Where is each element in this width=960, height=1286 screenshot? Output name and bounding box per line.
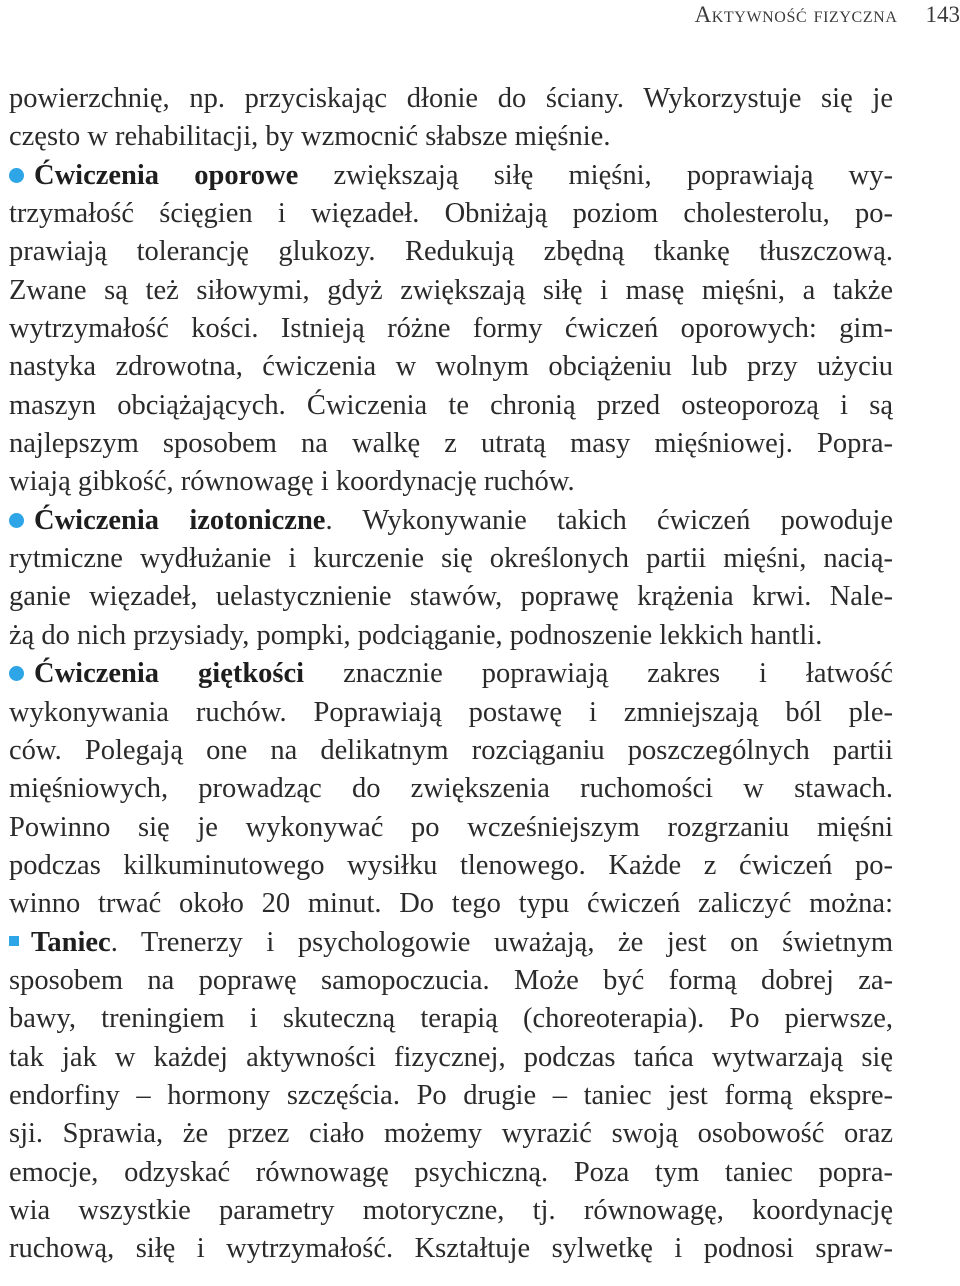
bullet-square-icon <box>9 936 19 946</box>
text-line <box>9 463 893 501</box>
text-line <box>9 1039 893 1077</box>
bullet-list-item-line <box>9 655 893 693</box>
line-text: najlepszym sposobem na walkę z utratą masy mięśniowej. Popra- <box>9 428 893 460</box>
line-text: wiają gibkość, równowagę i koordynację ruchów. <box>9 466 575 498</box>
text-line <box>9 770 893 808</box>
line-text: ganie więzadeł, uelastycznienie stawów, poprawę krążenia krwi. Nale- <box>9 581 893 613</box>
line-text: prawiają tolerancję glukozy. Redukują zbędną tkankę tłuszczową. <box>9 236 893 268</box>
text-line <box>9 578 893 616</box>
line-text: wykonywania ruchów. Poprawiają postawę i zmniejszają ból ple- <box>9 696 893 728</box>
line-text: winno trwać około 20 minut. Do tego typu ćwiczeń zaliczyć można: <box>9 888 893 920</box>
line-text: endorfiny – hormony szczęścia. Po drugie – taniec jest formą ekspre- <box>9 1079 893 1111</box>
text-line <box>9 310 893 348</box>
line-text: bawy, treningiem i skuteczną terapią (choreoterapia). Po pierwsze, <box>9 1003 893 1035</box>
text-line <box>9 809 893 847</box>
line-text: trzymałość ścięgien i więzadeł. Obniżają poziom cholesterolu, po- <box>9 198 893 230</box>
line-text: Powinno się je wykonywać po wcześniejszym rozgrzaniu mięśni <box>9 811 893 843</box>
line-text: Zwane są też siłowymi, gdyż zwiększają siłę i masę mięśni, a także <box>9 274 893 306</box>
text-line <box>9 617 893 655</box>
body-text <box>9 80 893 1269</box>
text-line <box>9 732 893 770</box>
text-line <box>9 1154 893 1192</box>
text-line <box>9 962 893 1000</box>
page-number: 143 <box>925 2 960 27</box>
line-text: wia wszystkie parametry motoryczne, tj. równowagę, koordynację <box>9 1194 893 1226</box>
text-line <box>9 1000 893 1038</box>
text-line <box>9 348 893 386</box>
bold-term: Ćwiczenia izotoniczne <box>34 504 326 536</box>
line-text: żą do nich przysiady, pompki, podciąganie, podnoszenie lekkich hantli. <box>9 619 823 651</box>
bold-term: Ćwiczenia oporowe <box>34 159 299 191</box>
text-line <box>9 1077 893 1115</box>
text-line <box>9 80 893 118</box>
line-text: . Trenerzy i psychologowie uważają, że jest on świetnym <box>110 926 893 958</box>
line-text: sji. Sprawia, że przez ciało możemy wyrazić swoją osobowość oraz <box>9 1118 893 1150</box>
line-text: znacznie poprawiają zakres i łatwość <box>304 658 893 690</box>
bullet-list-item-line <box>9 157 893 195</box>
line-text: ruchową, siłę i wytrzymałość. Kształtuje sylwetkę i podnosi spraw- <box>9 1233 893 1265</box>
text-line <box>9 195 893 233</box>
line-text: emocje, odzyskać równowagę psychiczną. Poza tym taniec popra- <box>9 1156 893 1188</box>
text-line <box>9 233 893 271</box>
text-line <box>9 540 893 578</box>
text-line <box>9 1192 893 1230</box>
text-line <box>9 118 893 156</box>
bullet-dot-icon <box>9 666 24 681</box>
line-text: rytmiczne wydłużanie i kurczenie się określonych partii mięśni, nacią- <box>9 543 893 575</box>
bullet-list-item-line <box>9 924 893 962</box>
text-line <box>9 272 893 310</box>
line-text: zwiększają siłę mięśni, poprawiają wy- <box>298 159 893 191</box>
text-line <box>9 885 893 923</box>
line-text: . Wykonywanie takich ćwiczeń powoduje <box>325 504 893 536</box>
line-text: sposobem na poprawę samopoczucia. Może być formą dobrej za- <box>9 964 893 996</box>
text-line <box>9 694 893 732</box>
running-head <box>695 0 960 30</box>
line-text: ców. Polegają one na delikatnym rozciąganiu poszczególnych partii <box>9 734 893 766</box>
line-text: wytrzymałość kości. Istnieją różne formy ćwiczeń oporowych: gim- <box>9 313 893 345</box>
line-text: nastyka zdrowotna, ćwiczenia w wolnym obciążeniu lub przy użyciu <box>9 351 893 383</box>
bullet-list-item-line <box>9 502 893 540</box>
line-text: podczas kilkuminutowego wysiłku tlenowego. Każde z ćwiczeń po- <box>9 849 893 881</box>
bullet-dot-icon <box>9 168 24 183</box>
text-line <box>9 1230 893 1268</box>
running-head-section-title: Aktywność fizyczna <box>694 2 898 27</box>
line-text: często w rehabilitacji, by wzmocnić słabsze mięśnie. <box>9 121 611 153</box>
bold-term: Taniec <box>31 926 111 958</box>
text-line <box>9 847 893 885</box>
bold-term: Ćwiczenia giętkości <box>34 658 305 690</box>
bullet-dot-icon <box>9 513 24 528</box>
line-text: tak jak w każdej aktywności fizycznej, podczas tańca wytwarzają się <box>9 1041 893 1073</box>
text-line <box>9 425 893 463</box>
line-text: powierzchnię, np. przyciskając dłonie do ściany. Wykorzystuje się je <box>9 83 893 114</box>
text-line <box>9 1115 893 1153</box>
line-text: mięśniowych, prowadząc do zwiększenia ruchomości w stawach. <box>9 773 893 805</box>
text-line <box>9 387 893 425</box>
line-text: maszyn obciążających. Ćwiczenia te chronią przed osteoporozą i są <box>9 389 893 421</box>
